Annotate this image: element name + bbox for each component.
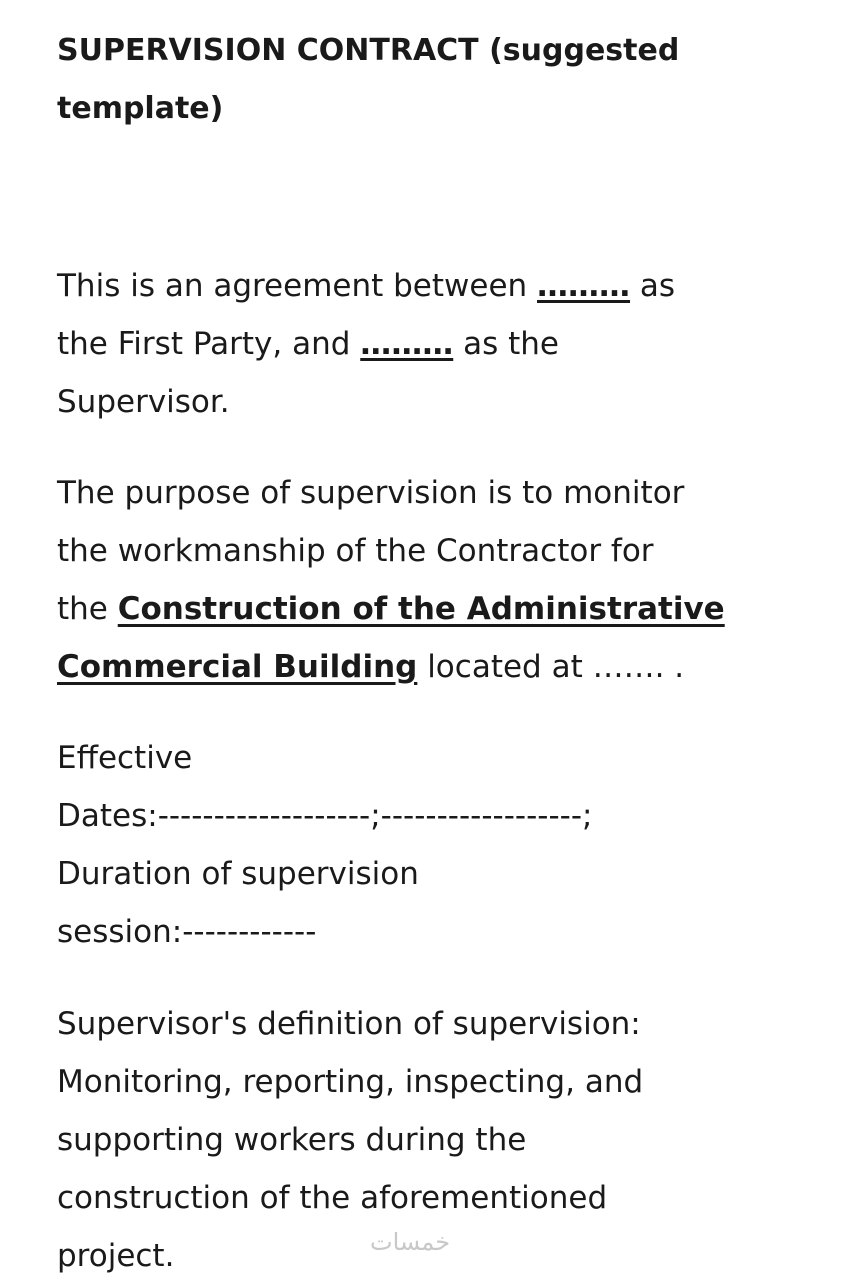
agreement-line-3: Supervisor. [57, 384, 230, 420]
agreement-text: the First Party, and [57, 326, 361, 362]
agreement-text: as [630, 268, 676, 304]
dates-paragraph [57, 729, 817, 961]
project-name-part-2: Commercial Building [57, 649, 418, 685]
first-party-blank: ……… [537, 268, 631, 304]
purpose-line-4 [57, 638, 817, 696]
watermark-logo: خمسات [370, 1228, 451, 1256]
document-title [57, 22, 777, 138]
dates-line-3: Duration of supervision [57, 856, 419, 892]
agreement-paragraph [57, 257, 817, 431]
effective-dates-field: Dates:-------------------;------------------; [57, 798, 593, 834]
purpose-line-2: the workmanship of the Contractor for [57, 533, 654, 569]
purpose-line-1: The purpose of supervision is to monitor [57, 475, 685, 511]
purpose-line-3 [57, 580, 817, 638]
agreement-text: as the [453, 326, 559, 362]
definition-line-3: supporting workers during the [57, 1122, 527, 1158]
definition-line-5: project. [57, 1238, 175, 1274]
title-line-2: template) [57, 91, 224, 126]
project-name-part-1: Construction of the Administrative [117, 591, 725, 627]
agreement-line-2 [57, 315, 817, 373]
location-text: located at ……. . [417, 649, 685, 685]
agreement-text: This is an agreement between [57, 268, 538, 304]
title-line-1: SUPERVISION CONTRACT (suggested [57, 33, 680, 68]
dates-line-1: Effective [57, 740, 193, 776]
definition-line-2: Monitoring, reporting, inspecting, and [57, 1064, 644, 1100]
definition-line-1: Supervisor's definition of supervision: [57, 1006, 641, 1042]
agreement-line-1 [57, 257, 817, 315]
session-duration-field: session:------------ [57, 914, 317, 950]
purpose-text: the [57, 591, 118, 627]
purpose-paragraph [57, 464, 817, 696]
definition-line-4: construction of the aforementioned [57, 1180, 608, 1216]
supervisor-blank: ……… [360, 326, 454, 362]
